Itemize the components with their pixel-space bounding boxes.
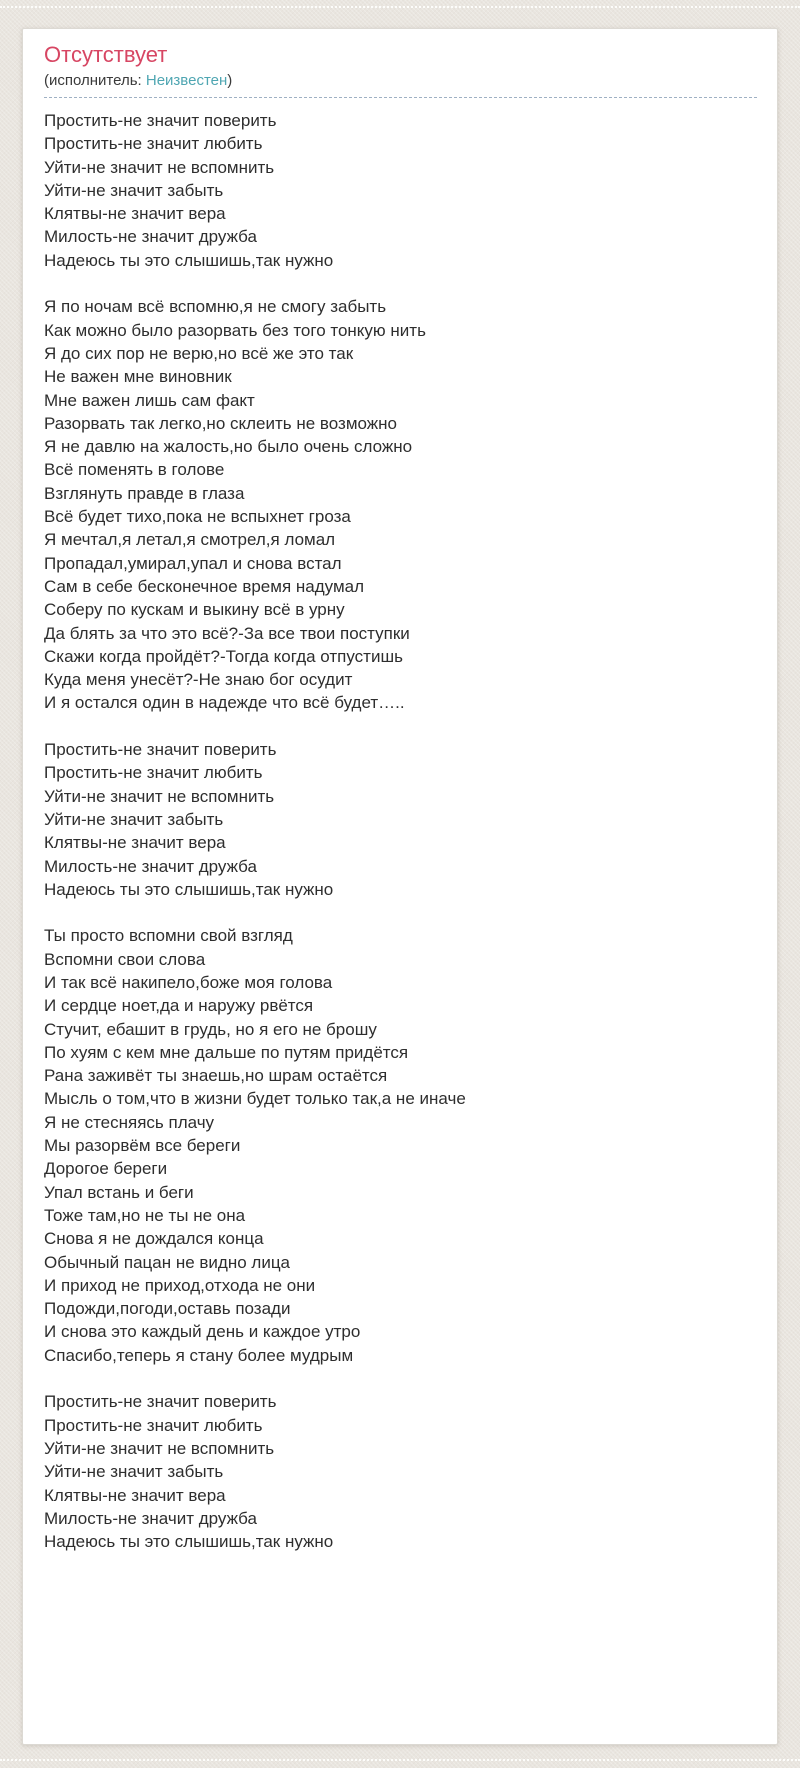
lyric-line: Сам в себе бесконечное время надумал: [44, 576, 365, 596]
lyric-line: Снова я не дождался конца: [44, 1229, 264, 1249]
lyric-line: Надеюсь ты это слышишь,так нужно: [44, 250, 334, 270]
lyric-line: Всё будет тихо,пока не вспыхнет гроза: [44, 507, 351, 527]
stanza: [44, 109, 757, 272]
lyric-line: Простить-не значит любить: [44, 1415, 263, 1435]
lyric-line: По хуям с кем мне дальше по путям придётся: [44, 1042, 409, 1062]
lyric-line: Уйти-не значит забыть: [44, 180, 224, 200]
lyric-line: И так всё накипело,боже моя голова: [44, 972, 333, 992]
bottom-stitched-border: [0, 1759, 800, 1761]
lyric-line: Я мечтал,я летал,я смотрел,я ломал: [44, 530, 336, 550]
lyric-line: Надеюсь ты это слышишь,так нужно: [44, 1532, 334, 1552]
lyric-line: Я не давлю на жалость,но было очень сложно: [44, 437, 413, 457]
lyric-line: Не важен мне виновник: [44, 367, 232, 387]
artist-label-close-paren: ): [227, 72, 233, 89]
lyric-line: Стучит, ебашит в грудь, но я его не брошу: [44, 1019, 377, 1039]
lyric-line: Клятвы-не значит вера: [44, 833, 226, 853]
lyric-line: Соберу по кускам и выкину всё в урну: [44, 600, 345, 620]
lyric-line: Разорвать так легко,но склеить не возможно: [44, 413, 397, 433]
lyric-line: Уйти-не значит не вспомнить: [44, 157, 275, 177]
lyric-line: Подожди,погоди,оставь позади: [44, 1299, 291, 1319]
stanza: [44, 738, 757, 901]
lyric-line: Я до сих пор не верю,но всё же это так: [44, 343, 354, 363]
stanza: [44, 1390, 757, 1553]
lyric-line: Уйти-не значит забыть: [44, 1462, 224, 1482]
lyric-line: Вспомни свои слова: [44, 949, 206, 969]
lyric-line: Пропадал,умирал,упал и снова встал: [44, 553, 342, 573]
lyric-line: Я по ночам всё вспомню,я не смогу забыть: [44, 297, 387, 317]
artist-label: (исполнитель:: [44, 72, 146, 89]
lyric-line: Клятвы-не значит вера: [44, 204, 226, 224]
lyrics-card: [22, 28, 778, 1745]
lyric-line: Всё поменять в голове: [44, 460, 225, 480]
lyric-line: Уйти-не значит не вспомнить: [44, 786, 275, 806]
lyric-line: И снова это каждый день и каждое утро: [44, 1322, 361, 1342]
lyric-line: Простить-не значит поверить: [44, 1392, 277, 1412]
lyric-line: Дорогое береги: [44, 1159, 168, 1179]
lyric-line: И приход не приход,отхода не они: [44, 1275, 316, 1295]
lyric-line: Рана заживёт ты знаешь,но шрам остаётся: [44, 1066, 388, 1086]
top-stitched-border: [0, 6, 800, 8]
lyric-line: Клятвы-не значит вера: [44, 1485, 226, 1505]
lyric-line: Взглянуть правде в глаза: [44, 483, 245, 503]
lyric-line: Я не стесняясь плачу: [44, 1112, 215, 1132]
lyric-line: Мысль о том,что в жизни будет только так,а не иначе: [44, 1089, 466, 1109]
lyric-line: Простить-не значит любить: [44, 763, 263, 783]
lyric-line: Тоже там,но не ты не она: [44, 1205, 246, 1225]
lyric-line: Уйти-не значит забыть: [44, 809, 224, 829]
lyric-line: Простить-не значит любить: [44, 134, 263, 154]
lyric-line: Обычный пацан не видно лица: [44, 1252, 291, 1272]
lyric-line: Милость-не значит дружба: [44, 1508, 257, 1528]
lyrics-text: [44, 109, 757, 1553]
lyric-line: Скажи когда пройдёт?-Тогда когда отпустишь: [44, 646, 403, 666]
lyric-line: Как можно было разорвать без того тонкую нить: [44, 320, 426, 340]
artist-link[interactable]: Неизвестен: [145, 72, 228, 89]
lyric-line: Мне важен лишь сам факт: [44, 390, 255, 410]
lyric-line: Надеюсь ты это слышишь,так нужно: [44, 879, 334, 899]
lyric-line: Да блять за что это всё?-За все твои поступки: [44, 623, 410, 643]
song-title: Отсутствует: [44, 42, 168, 67]
lyric-line: Мы разорвём все береги: [44, 1136, 241, 1156]
stanza: [44, 924, 757, 1367]
artist-line: [44, 71, 757, 98]
lyric-line: Ты просто вспомни свой взгляд: [44, 926, 293, 946]
lyric-line: Простить-не значит поверить: [44, 740, 277, 760]
lyric-line: Милость-не значит дружба: [44, 856, 257, 876]
lyric-line: И сердце ноет,да и наружу рвётся: [44, 996, 314, 1016]
lyric-line: Куда меня унесёт?-Не знаю бог осудит: [44, 670, 353, 690]
lyric-line: Простить-не значит поверить: [44, 111, 277, 130]
lyric-line: Милость-не значит дружба: [44, 227, 257, 247]
stanza: [44, 295, 757, 714]
lyric-line: Уйти-не значит не вспомнить: [44, 1438, 275, 1458]
lyric-line: Спасибо,теперь я стану более мудрым: [44, 1345, 354, 1365]
lyric-line: И я остался один в надежде что всё будет…..: [44, 693, 405, 713]
lyric-line: Упал встань и беги: [44, 1182, 194, 1202]
